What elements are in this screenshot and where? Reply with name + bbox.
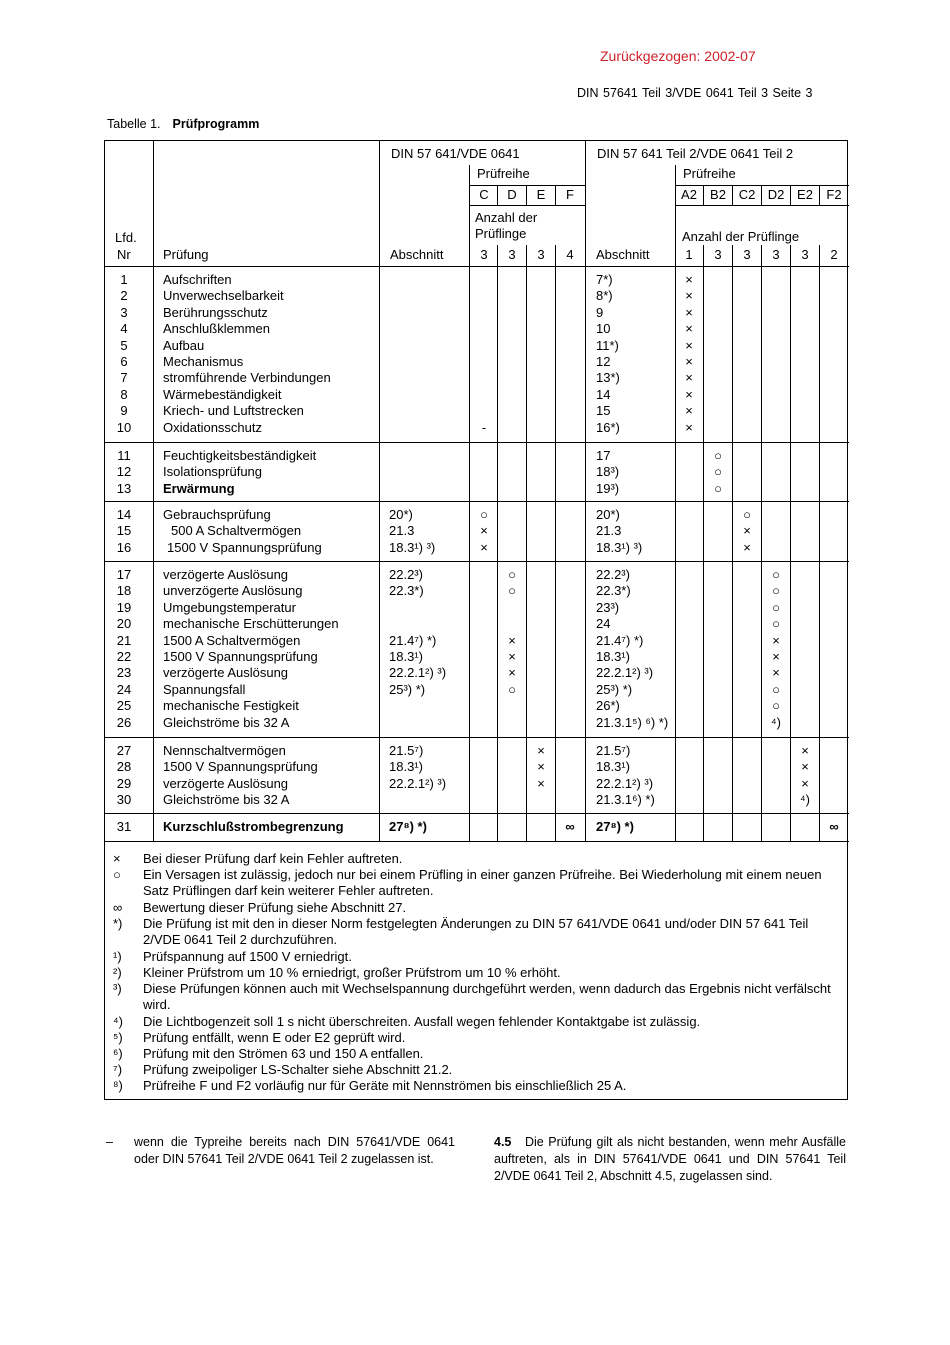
legend-text: Kleiner Prüfstrom um 10 % erniedrigt, großer Prüfstrom um 10 % erhöht. xyxy=(143,965,561,980)
series-F: F xyxy=(566,187,574,202)
standard-1-header: DIN 57 641/VDE 0641 xyxy=(391,146,520,161)
series-F2: F2 xyxy=(826,187,842,202)
count-D2: 3 xyxy=(772,247,780,262)
row-test-name: Gleichströme bis 32 A xyxy=(163,792,290,808)
row-nr: 15 xyxy=(116,523,132,539)
legend-key: ⁶) xyxy=(113,1046,123,1061)
mark-E2: × xyxy=(801,759,809,775)
row-test-name: Spannungsfall xyxy=(163,681,246,697)
row-nr: 7 xyxy=(120,370,128,386)
row-test-name: Erwärmung xyxy=(163,480,235,496)
row-section-2: 19³) xyxy=(596,480,620,496)
mark-D2: ○ xyxy=(772,616,780,632)
row-nr: 17 xyxy=(116,567,132,582)
row-nr: 22 xyxy=(116,649,132,664)
row-section-2: 7*) xyxy=(596,272,613,287)
count-E2: 3 xyxy=(801,247,809,262)
row-nr: 5 xyxy=(120,337,128,353)
row-test-name: Gleichströme bis 32 A xyxy=(163,714,290,730)
row-section-2: 21.3 xyxy=(596,523,622,539)
count-B2: 3 xyxy=(714,247,722,262)
series-D2: D2 xyxy=(767,187,785,202)
mark-D: × xyxy=(508,665,516,681)
legend-key: ⁷) xyxy=(113,1062,123,1077)
mark-E: × xyxy=(537,759,545,775)
count-F: 4 xyxy=(566,247,574,262)
row-test-name: 500 A Schaltvermögen xyxy=(171,523,302,539)
row-section-2: 22.3*) xyxy=(596,583,631,599)
row-nr: 20 xyxy=(116,616,132,632)
mark-D2: ⁴) xyxy=(771,714,781,730)
row-nr: 12 xyxy=(116,464,132,480)
legend-text: Die Lichtbogenzeit soll 1 s nicht überschreiten. Ausfall wegen fehlender Kontaktgabe ist zulässig. xyxy=(143,1014,701,1029)
col-lfd: Lfd. xyxy=(115,230,137,245)
row-test-name: Kurzschlußstrombegrenzung xyxy=(163,819,344,834)
row-nr: 26 xyxy=(116,714,132,730)
row-test-name: Unverwechselbarkeit xyxy=(163,288,284,304)
series-C: C xyxy=(479,187,489,202)
count-C: 3 xyxy=(480,247,488,262)
count-D: 3 xyxy=(508,247,516,262)
row-section-2: 27⁸) *) xyxy=(596,819,634,834)
legend-key: ³) xyxy=(113,981,122,996)
legend-text: Prüfung zweipoliger LS-Schalter siehe Abschnitt 21.2. xyxy=(143,1062,453,1077)
row-nr: 9 xyxy=(120,403,128,419)
row-nr: 14 xyxy=(116,507,132,522)
row-nr: 16 xyxy=(116,539,132,555)
row-test-name: Gebrauchsprüfung xyxy=(163,507,271,522)
series-C2: C2 xyxy=(738,187,756,202)
row-nr: 13 xyxy=(116,480,132,496)
row-section-2: 21.5⁷) xyxy=(596,743,631,758)
mark-A2: × xyxy=(685,272,693,287)
row-section-2: 13*) xyxy=(596,370,620,386)
mark-D: × xyxy=(508,632,516,648)
legend-text: Die Prüfung ist mit den in dieser Norm festgelegten Änderungen zu DIN 57 641/VDE 0641 und/oder DIN 57 641 Teil 2/VDE 0641 Teil 2 durchzuführen. xyxy=(143,916,809,948)
row-test-name: 1500 A Schaltvermögen xyxy=(163,632,301,648)
row-nr: 10 xyxy=(116,419,132,435)
mark-A2: × xyxy=(685,288,693,304)
mark-D2: × xyxy=(772,649,780,664)
row-section-2: 17 xyxy=(596,448,611,463)
mark-C: × xyxy=(480,539,488,555)
mark-D2: × xyxy=(772,665,780,681)
col-abschnitt-1: Abschnitt xyxy=(390,247,444,262)
row-section-1: 22.2³) xyxy=(389,567,423,582)
caption-label: Tabelle 1. xyxy=(107,117,161,131)
row-nr: 30 xyxy=(116,792,132,808)
row-section-2: 18.3¹) xyxy=(596,649,630,664)
legend-key: *) xyxy=(113,916,123,931)
mark-A2: × xyxy=(685,321,693,337)
row-section-1: 27⁸) *) xyxy=(389,819,427,834)
row-nr: 11 xyxy=(117,448,131,463)
row-nr: 31 xyxy=(116,819,132,834)
mark-E2: × xyxy=(801,775,809,791)
row-test-name: stromführende Verbindungen xyxy=(163,370,331,386)
row-nr: 24 xyxy=(116,681,132,697)
row-test-name: Nennschaltvermögen xyxy=(163,743,286,758)
row-section-1: 18.3¹) xyxy=(389,649,423,664)
row-section-2: 22.2.1²) ³) xyxy=(596,665,654,681)
mark-F2: ∞ xyxy=(829,819,839,834)
mark-E: × xyxy=(537,743,545,758)
mark-D: ○ xyxy=(508,567,516,582)
row-section-1: 22.2.1²) ³) xyxy=(389,665,447,681)
mark-A2: × xyxy=(685,304,693,320)
col-abschnitt-2: Abschnitt xyxy=(596,247,650,262)
mark-D: ○ xyxy=(508,681,516,697)
row-test-name: Mechanismus xyxy=(163,354,244,369)
row-nr: 6 xyxy=(120,354,128,369)
mark-A2: × xyxy=(685,337,693,353)
series-A2: A2 xyxy=(681,187,697,202)
legend-key: ¹) xyxy=(113,949,122,964)
legend-text: Prüfung mit den Strömen 63 und 150 A entfallen. xyxy=(143,1046,424,1061)
count-header-2: Anzahl der Prüflinge xyxy=(682,229,800,244)
legend-text: Prüfung entfällt, wenn E oder E2 geprüft wird. xyxy=(143,1030,406,1045)
row-test-name: mechanische Festigkeit xyxy=(163,698,299,714)
count-header-1: Anzahl der Prüflinge xyxy=(475,210,538,242)
row-nr: 25 xyxy=(116,698,132,714)
row-test-name: Kriech- und Luftstrecken xyxy=(163,403,304,419)
row-nr: 3 xyxy=(120,304,128,320)
row-section-2: 18.3¹) ³) xyxy=(596,539,643,555)
series-B2: B2 xyxy=(710,187,726,202)
row-nr: 28 xyxy=(116,759,132,775)
row-test-name: Isolationsprüfung xyxy=(163,464,263,480)
mark-D2: ○ xyxy=(772,681,780,697)
row-section-2: 23³) xyxy=(596,599,620,615)
mark-B2: ○ xyxy=(714,464,722,480)
row-test-name: Umgebungstemperatur xyxy=(163,599,296,615)
row-section-2: 24 xyxy=(596,616,611,632)
mark-D2: ○ xyxy=(772,599,780,615)
row-section-2: 9 xyxy=(596,304,604,320)
row-section-2: 12 xyxy=(596,354,611,369)
mark-E2: ⁴) xyxy=(800,792,810,808)
mark-B2: ○ xyxy=(714,448,722,463)
mark-D2: ○ xyxy=(772,583,780,599)
row-test-name: Wärmebeständigkeit xyxy=(163,386,282,402)
row-nr: 19 xyxy=(116,599,132,615)
mark-C2: ○ xyxy=(743,507,751,522)
col-pruefung: Prüfung xyxy=(163,247,209,262)
mark-A2: × xyxy=(685,419,693,435)
row-test-name: Aufbau xyxy=(163,337,205,353)
mark-F: ∞ xyxy=(565,819,575,834)
row-test-name: 1500 V Spannungsprüfung xyxy=(167,539,322,555)
legend-text: Ein Versagen ist zulässig, jedoch nur bei einem Prüfling in einer ganzen Prüfreihe. Bei Wiederholung mit einem neuen Satz Prüflingen darf kein weiterer Fehler auftreten. xyxy=(143,867,822,899)
row-section-2: 14 xyxy=(596,386,611,402)
legend-text: Bei dieser Prüfung darf kein Fehler auftreten. xyxy=(143,851,403,866)
mark-E: × xyxy=(537,775,545,791)
row-section-1: 18.3¹) ³) xyxy=(389,539,436,555)
legend-key: ⁴) xyxy=(113,1014,123,1029)
row-section-2: 26*) xyxy=(596,698,620,714)
row-section-2: 18³) xyxy=(596,464,620,480)
row-test-name: Anschlußklemmen xyxy=(163,321,270,337)
row-section-2: 21.3.1⁶) *) xyxy=(596,792,655,808)
standard-2-header: DIN 57 641 Teil 2/VDE 0641 Teil 2 xyxy=(597,146,794,161)
right-paragraph-text: Die Prüfung gilt als nicht bestanden, wenn mehr Ausfälle auftreten, als in DIN 57641/VDE 0641 und DIN 57641 Teil 2/VDE 0641 Teil 2, Abschnitt 4.5, zugelassen sind. xyxy=(494,1135,846,1183)
count-C2: 3 xyxy=(743,247,751,262)
row-nr: 18 xyxy=(116,583,132,599)
table-caption xyxy=(107,117,259,131)
row-section-1: 21.3 xyxy=(389,523,415,539)
legend-text: Prüfspannung auf 1500 V erniedrigt. xyxy=(143,949,352,964)
series-E: E xyxy=(536,187,546,202)
series-1-header: Prüfreihe xyxy=(477,166,530,181)
row-section-2: 22.2.1²) ³) xyxy=(596,775,654,791)
count-F2: 2 xyxy=(830,247,838,262)
mark-C: × xyxy=(480,523,488,539)
mark-D2: × xyxy=(772,632,780,648)
row-nr: 4 xyxy=(120,321,128,337)
row-test-name: verzögerte Auslösung xyxy=(163,567,289,582)
row-test-name: unverzögerte Auslösung xyxy=(163,583,303,599)
row-section-2: 21.4⁷) *) xyxy=(596,632,644,648)
row-nr: 8 xyxy=(120,386,128,402)
mark-A2: × xyxy=(685,403,693,419)
row-nr: 29 xyxy=(116,775,132,791)
list-dash: – xyxy=(106,1135,113,1149)
legend-text: Bewertung dieser Prüfung siehe Abschnitt 27. xyxy=(143,900,407,915)
col-nr: Nr xyxy=(117,247,131,262)
row-section-2: 18.3¹) xyxy=(596,759,630,775)
row-nr: 2 xyxy=(120,288,128,304)
mark-C2: × xyxy=(743,539,751,555)
row-section-2: 8*) xyxy=(596,288,613,304)
row-section-1: 20*) xyxy=(389,507,413,522)
legend-key: × xyxy=(113,851,121,866)
row-section-2: 25³) *) xyxy=(596,681,633,697)
series-E2: E2 xyxy=(797,187,813,202)
left-paragraph: wenn die Typreihe bereits nach DIN 57641/VDE 0641 oder DIN 57641 Teil 2/VDE 0641 Teil 2 zugelassen ist. xyxy=(134,1135,455,1166)
withdrawn-notice: Zurückgezogen: 2002-07 xyxy=(600,48,756,64)
row-section-2: 20*) xyxy=(596,507,620,522)
section-number: 4.5 xyxy=(494,1135,512,1149)
mark-C: ○ xyxy=(480,507,488,522)
legend-key: ⁵) xyxy=(113,1030,123,1045)
row-test-name: verzögerte Auslösung xyxy=(163,775,289,791)
row-test-name: 1500 V Spannungsprüfung xyxy=(163,759,318,775)
legend-key: ∞ xyxy=(113,900,123,915)
mark-D: × xyxy=(508,649,516,664)
row-section-1: 25³) *) xyxy=(389,681,426,697)
row-section-2: 16*) xyxy=(596,419,620,435)
mark-D: ○ xyxy=(508,583,516,599)
row-test-name: Berührungsschutz xyxy=(163,304,268,320)
legend-text: Diese Prüfungen können auch mit Wechselspannung durchgeführt werden, wenn dadurch das Ergebnis nicht verfälscht wird. xyxy=(143,981,831,1013)
legend-key: ²) xyxy=(113,965,122,980)
count-E: 3 xyxy=(537,247,545,262)
row-nr: 27 xyxy=(116,743,132,758)
row-test-name: Oxidationsschutz xyxy=(163,419,262,435)
page-reference: DIN 57641 Teil 3/VDE 0641 Teil 3 Seite 3 xyxy=(577,86,813,100)
row-test-name: Feuchtigkeitsbeständigkeit xyxy=(163,448,317,463)
mark-C2: × xyxy=(743,523,751,539)
row-section-2: 10 xyxy=(596,321,611,337)
row-section-2: 21.3.1⁵) ⁶) *) xyxy=(596,714,669,730)
row-section-1: 21.4⁷) *) xyxy=(389,632,437,648)
mark-D2: ○ xyxy=(772,698,780,714)
row-test-name: 1500 V Spannungsprüfung xyxy=(163,649,318,664)
right-paragraph xyxy=(494,1134,846,1185)
row-nr: 23 xyxy=(116,665,132,681)
mark-A2: × xyxy=(685,386,693,402)
row-test-name: Aufschriften xyxy=(163,272,232,287)
caption-title: Prüfprogramm xyxy=(172,117,260,131)
mark-E2: × xyxy=(801,743,809,758)
row-section-2: 22.2³) xyxy=(596,567,630,582)
row-nr: 1 xyxy=(120,272,128,287)
row-section-1: 22.3*) xyxy=(389,583,424,599)
row-test-name: verzögerte Auslösung xyxy=(163,665,289,681)
mark-A2: × xyxy=(685,370,693,386)
mark-B2: ○ xyxy=(714,480,722,496)
legend-text: Prüfreihe F und F2 vorläufig nur für Geräte mit Nennströmen bis einschließlich 25 A. xyxy=(143,1078,627,1093)
legend-key: ⁸) xyxy=(113,1078,123,1093)
series-2-header: Prüfreihe xyxy=(683,166,736,181)
legend-key: ○ xyxy=(113,867,121,882)
test-program-table xyxy=(104,140,848,1100)
mark-A2: × xyxy=(685,354,693,369)
series-D: D xyxy=(507,187,517,202)
row-section-1: 18.3¹) xyxy=(389,759,423,775)
row-test-name: mechanische Erschütterungen xyxy=(163,616,339,632)
row-section-1: 21.5⁷) xyxy=(389,743,424,758)
mark-D2: ○ xyxy=(772,567,780,582)
count-A2: 1 xyxy=(685,247,693,262)
mark-C: - xyxy=(481,419,487,435)
row-section-1: 22.2.1²) ³) xyxy=(389,775,447,791)
row-section-2: 11*) xyxy=(596,337,619,353)
row-section-2: 15 xyxy=(596,403,611,419)
row-nr: 21 xyxy=(116,632,132,648)
